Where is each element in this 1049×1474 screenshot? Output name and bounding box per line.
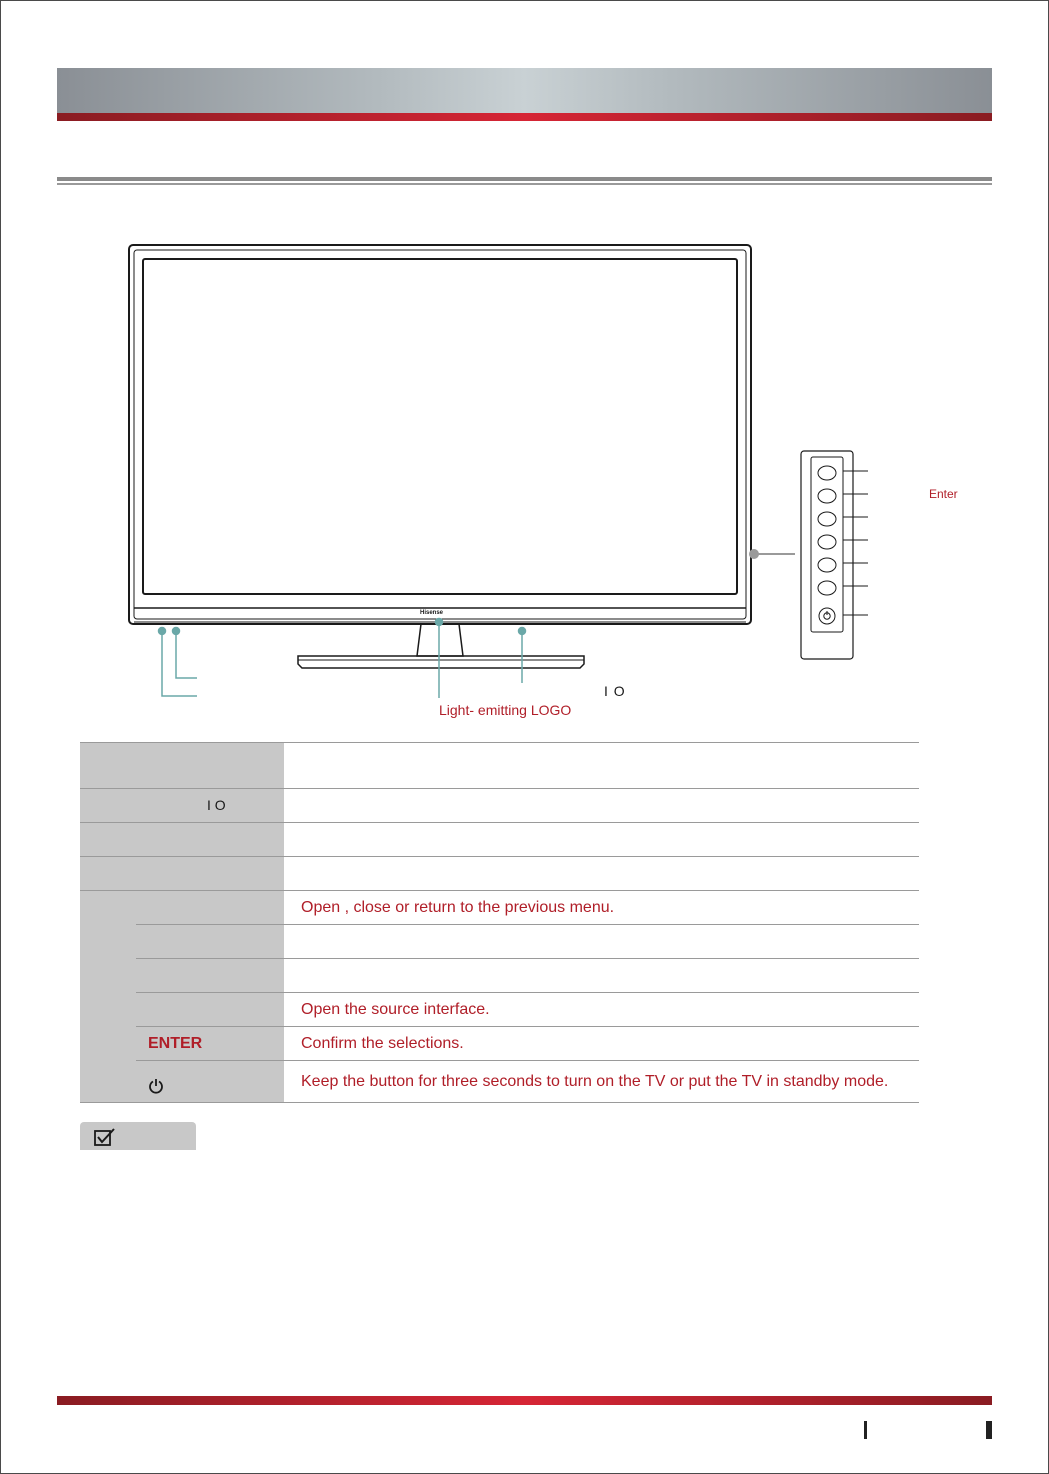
tv-front-diagram <box>0 0 1049 730</box>
footer-mark-right <box>986 1421 992 1439</box>
light-emitting-logo-label: Light- emitting LOGO <box>439 702 572 718</box>
tv-logo-text: Hisense <box>420 610 444 616</box>
tv-inner-bezel <box>134 250 746 619</box>
table-row <box>80 925 919 959</box>
power-icon <box>148 1078 164 1099</box>
panel-leader-lines <box>843 471 868 615</box>
enter-key-label: ENTER <box>136 1027 284 1061</box>
callout-lines <box>159 619 526 699</box>
table-row <box>80 1061 919 1103</box>
tv-outer-bezel <box>129 245 751 624</box>
footer-red-stripe <box>57 1396 992 1405</box>
enter-label: Enter <box>929 487 958 501</box>
table-row <box>80 823 919 857</box>
tv-screen <box>143 259 737 594</box>
source-description: Open the source interface. <box>284 993 919 1027</box>
menu-description: Open , close or return to the previous menu. <box>284 891 919 925</box>
io-symbol: I O <box>207 796 226 813</box>
table-row <box>80 993 919 1027</box>
footer-mark-left <box>864 1421 867 1439</box>
table-row <box>80 857 919 891</box>
panel-buttons <box>818 466 836 624</box>
table-row <box>80 959 919 993</box>
power-description: Keep the button for three seconds to turn on the TV or put the TV in standby mode. <box>284 1061 919 1103</box>
table-row <box>80 891 919 925</box>
io-symbol: I O <box>604 683 626 699</box>
controls-table <box>80 742 919 1103</box>
table-row <box>80 1027 919 1061</box>
enter-description: Confirm the selections. <box>284 1027 919 1061</box>
table-row <box>80 743 919 789</box>
table-row <box>80 789 919 823</box>
note-checkbox-icon <box>94 1127 118 1152</box>
note-badge <box>80 1122 196 1150</box>
tv-stand-base <box>298 656 584 668</box>
side-button-panel <box>801 451 853 659</box>
tv-stand-neck <box>417 624 463 656</box>
